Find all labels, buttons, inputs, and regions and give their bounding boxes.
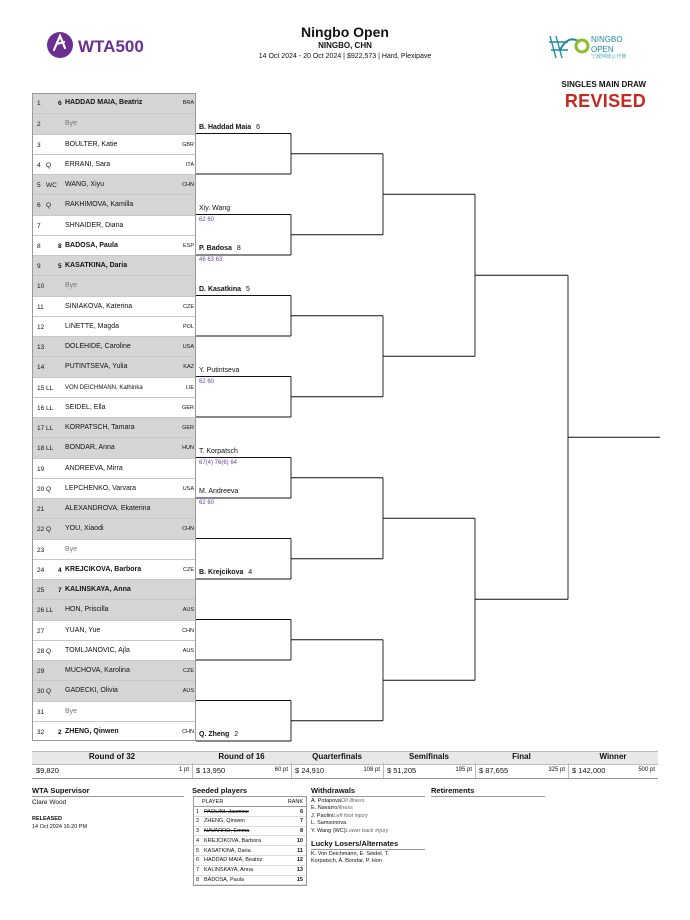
player-name: ZHENG, Qinwen	[65, 727, 119, 735]
entry-status: Q	[46, 688, 52, 696]
revised-label: REVISED	[564, 91, 646, 111]
player-name: MUCHOVA, Karolina	[65, 667, 130, 674]
draw-number: 15	[37, 384, 45, 392]
round16-seed: 8	[234, 245, 241, 252]
prize-divider	[291, 763, 292, 778]
seed-number: 4	[58, 566, 62, 574]
round16-winner	[199, 367, 239, 374]
draw-number: 3	[37, 141, 41, 149]
supervisor-name: Clare Wood	[32, 799, 67, 806]
seed-number: 8	[196, 877, 200, 884]
round16-name: B. Haddad Maia	[199, 123, 252, 131]
prize-divider	[192, 763, 193, 778]
lucky-losers-line2: Korpatsch, A. Bondar, P. Hon	[311, 858, 382, 864]
draw-entry	[32, 498, 196, 518]
withdrawal-name: J. Paolini	[311, 812, 334, 819]
withdrawal-entry	[311, 798, 365, 804]
prize-column	[192, 751, 291, 778]
seed-player: KALINSKAYA, Anna	[204, 867, 254, 874]
entry-status: Q	[46, 526, 52, 534]
seed-row	[194, 836, 306, 846]
seed-player: KREJCIKOVA, Barbora	[204, 837, 262, 844]
draw-entry	[32, 296, 196, 316]
round16-winner	[199, 731, 238, 738]
draw-number: 20	[37, 485, 45, 493]
country-code: CZE	[183, 303, 194, 310]
prize-money: $ 13,950	[196, 766, 226, 775]
entry-status: LL	[46, 445, 54, 453]
draw-number: 8	[37, 242, 41, 250]
seed-player: BADOSA, Paula	[204, 877, 245, 884]
draw-number: 12	[37, 323, 45, 331]
country-code: BRA	[182, 100, 194, 106]
prize-points: 500 pt	[638, 767, 655, 773]
draw-entry	[32, 559, 196, 579]
player-name: YOU, Xiaodi	[65, 525, 104, 533]
round16-name: D. Kasatkina	[199, 285, 242, 293]
round16-seed: 2	[232, 731, 239, 738]
match-score: 62 60	[199, 216, 215, 223]
prize-column	[568, 751, 658, 778]
draw-number: 22	[37, 526, 45, 534]
player-name: Bye	[65, 120, 78, 128]
seed-number: 5	[58, 263, 62, 270]
draw-entry	[32, 154, 196, 174]
draw-entry	[32, 599, 196, 619]
prize-column	[32, 751, 192, 778]
country-code: AUS	[182, 607, 194, 614]
prize-money: $ 142,000	[572, 766, 606, 775]
seed-number: 8	[58, 242, 62, 250]
player-name: SINIAKOVA, Katerina	[65, 302, 133, 310]
draw-number: 29	[37, 668, 45, 675]
round16-name: Xiy. Wang	[199, 204, 231, 212]
player-name: HADDAD MAIA, Beatriz	[65, 99, 143, 106]
entry-status: LL	[46, 384, 54, 392]
prize-money: $ 87,655	[479, 766, 509, 775]
retirements-rule	[431, 796, 545, 797]
player-name: SHNAIDER, Diana	[65, 221, 124, 229]
player-name: Bye	[65, 282, 78, 290]
prize-points: 325 pt	[548, 767, 565, 773]
seed-player: PAOLINI, Jasmine	[204, 808, 249, 815]
draw-number: 27	[37, 627, 45, 635]
entry-status: LL	[46, 404, 54, 412]
seed-rank: 10	[296, 837, 303, 844]
prize-round: Quarterfinals	[291, 751, 383, 765]
round16-name: T. Korpatsch	[199, 447, 238, 455]
round16-winner	[199, 569, 252, 576]
prize-points: 60 pt	[274, 767, 288, 773]
entry-status: LL	[46, 607, 54, 615]
draw-entry	[32, 518, 196, 538]
round16-winner	[199, 124, 260, 131]
draw-number: 24	[37, 566, 45, 574]
seed-col-player: PLAYER	[202, 799, 224, 805]
seed-player: NAVARRO, Emma	[204, 828, 250, 835]
draw-number: 23	[37, 546, 45, 554]
prize-divider	[383, 763, 384, 778]
lucky-losers-rule	[311, 849, 425, 850]
country-code: ITA	[185, 161, 194, 168]
player-name: BOULTER, Katie	[65, 140, 118, 148]
released-label: RELEASED	[32, 816, 62, 822]
seed-number: 4	[196, 837, 200, 844]
seed-number: 5	[196, 847, 200, 854]
draw-entry	[32, 660, 196, 680]
seed-number: 6	[196, 857, 200, 864]
withdrawal-name: E. Navarro	[311, 805, 338, 812]
draw-entry	[32, 194, 196, 214]
prize-points: 108 pt	[363, 767, 380, 773]
draw-number: 18	[37, 445, 45, 453]
seed-row	[194, 846, 306, 856]
withdrawal-name: L. Samsonova	[311, 820, 347, 827]
country-code: HUN	[182, 445, 194, 452]
country-code: GER	[182, 425, 194, 431]
seed-col-rank: RANK	[287, 799, 303, 805]
round16-seed: 6	[254, 123, 260, 131]
player-name: DOLEHIDE, Caroline	[65, 343, 131, 350]
withdrawals-rule	[311, 796, 425, 797]
draw-entry	[32, 417, 196, 437]
player-name: BADOSA, Paula	[65, 241, 118, 249]
draw-number: 21	[37, 506, 45, 513]
lucky-losers-line1: K. Von Deichmann, E. Seidel, T.	[311, 851, 389, 857]
svg-text:OPEN: OPEN	[591, 45, 614, 54]
seed-row	[194, 876, 306, 886]
prize-round: Round of 32	[32, 751, 192, 765]
withdrawal-entry	[311, 805, 353, 811]
player-name: HON, Priscilla	[65, 606, 109, 614]
svg-text:WTA500: WTA500	[78, 37, 144, 56]
draw-entry	[32, 680, 196, 700]
draw-entry	[32, 174, 196, 194]
draw-entry	[32, 316, 196, 336]
draw-entry	[32, 356, 196, 376]
entry-status: LL	[46, 425, 54, 432]
round16-winner	[199, 448, 238, 455]
draw-number: 16	[37, 404, 45, 412]
draw-number: 11	[37, 303, 44, 311]
player-name: GADECKI, Olivia	[65, 687, 118, 695]
withdrawal-entry	[311, 828, 388, 834]
player-name: ALEXANDROVA, Ekaterina	[65, 505, 151, 512]
prize-column	[291, 751, 383, 778]
player-name: SEIDEL, Ella	[65, 403, 106, 411]
country-code: CZE	[183, 668, 194, 674]
tournament-city: NINGBO, CHN	[318, 41, 372, 50]
seed-row	[194, 817, 306, 827]
withdrawal-reason: Oil illness	[340, 798, 365, 804]
prize-column	[475, 751, 568, 778]
event-logo-cn: 宁波网球公开赛	[591, 54, 627, 60]
entry-status: Q	[46, 161, 52, 169]
country-code: GER	[182, 404, 194, 411]
player-name: Bye	[65, 707, 78, 715]
svg-text:NINGBO: NINGBO	[591, 35, 623, 44]
player-name: VON DEICHMANN, Kathinka	[65, 384, 143, 391]
round16-seed: 4	[246, 569, 253, 576]
player-name: WANG, Xiyu	[65, 181, 105, 188]
seed-rank: 13	[296, 867, 303, 874]
prize-points: 1 pt	[178, 767, 189, 773]
seed-number: 1	[196, 808, 200, 815]
tournament-dates: 14 Oct 2024 - 20 Oct 2024 | $922,573 | Hard, Plexipave	[258, 53, 432, 60]
seed-row	[194, 866, 306, 876]
round16-name: P. Badosa	[199, 245, 232, 252]
entry-status: Q	[46, 485, 52, 493]
draw-entry	[32, 539, 196, 559]
draw-number: 30	[37, 688, 45, 696]
round16-winner	[199, 488, 238, 495]
entry-status: Q	[46, 647, 52, 655]
seed-number: 7	[196, 867, 200, 874]
seed-player: KASATKINA, Daria	[204, 847, 251, 854]
draw-entry	[32, 113, 196, 133]
draw-number: 7	[37, 222, 41, 230]
withdrawal-reason: Left foot injury	[333, 812, 368, 819]
draw-list	[32, 93, 196, 741]
match-score: 46 63 63	[199, 257, 223, 263]
country-code: AUS	[182, 688, 194, 695]
draw-entry	[32, 93, 196, 113]
supervisor-rule	[32, 796, 184, 797]
seed-rank: 6	[299, 808, 303, 815]
draw-number: 25	[37, 587, 45, 594]
seed-rank: 11	[297, 847, 303, 854]
withdrawal-name: Y. Wang (WC)	[311, 827, 346, 834]
prize-round: Round of 16	[192, 751, 291, 765]
draw-number: 9	[37, 263, 41, 270]
country-code: USA	[182, 485, 194, 492]
player-name: LINETTE, Magda	[65, 322, 120, 330]
draw-entry	[32, 620, 196, 640]
seed-number: 6	[58, 100, 62, 107]
withdrawal-reason: Illness	[337, 805, 353, 812]
draw-number: 14	[37, 364, 45, 372]
draw-entry	[32, 701, 196, 721]
draw-number: 5	[37, 182, 41, 189]
prize-money: $ 51,205	[387, 766, 417, 775]
draw-entry	[32, 377, 196, 397]
draw-entry	[32, 215, 196, 235]
country-code: CHN	[182, 627, 194, 634]
seed-row	[194, 807, 306, 817]
draw-entry	[32, 275, 196, 295]
entry-status: Q	[46, 202, 52, 210]
draw-entry	[32, 255, 196, 275]
prize-bottom-line	[32, 778, 658, 779]
country-code: AUS	[182, 647, 194, 654]
country-code: KAZ	[183, 364, 194, 371]
seed-player: HADDAD MAIA, Beatriz	[204, 857, 263, 864]
prize-divider	[475, 763, 476, 778]
prize-divider	[568, 763, 569, 778]
round16-winner	[199, 205, 230, 212]
player-name: PUTINTSEVA, Yulia	[65, 363, 128, 371]
seed-rank: 7	[299, 818, 303, 825]
withdrawals-label: Withdrawals	[311, 786, 356, 795]
draw-number: 31	[37, 708, 45, 716]
match-score: 62 60	[199, 500, 215, 506]
seed-row	[194, 827, 306, 837]
draw-entry	[32, 640, 196, 660]
seed-rank: 12	[296, 857, 303, 864]
draw-entry	[32, 458, 196, 478]
withdrawal-name: A. Potapova	[311, 798, 341, 804]
round16-winner	[199, 286, 250, 293]
supervisor-label: WTA Supervisor	[32, 786, 90, 795]
draw-number: 13	[37, 344, 45, 351]
draw-entry	[32, 437, 196, 457]
prize-money: $9,820	[36, 766, 59, 775]
country-code: GBR	[182, 141, 194, 148]
draw-entry	[32, 397, 196, 417]
draw-number: 6	[37, 202, 41, 210]
player-name: Bye	[65, 545, 78, 553]
player-name: KREJCIKOVA, Barbora	[65, 565, 142, 573]
prize-round: Winner	[568, 751, 658, 765]
round16-name: Y. Putintseva	[199, 366, 240, 374]
prize-money: $ 24,910	[295, 766, 325, 775]
match-score: 62 60	[199, 378, 215, 385]
draw-entry	[32, 235, 196, 255]
draw-entry	[32, 336, 196, 356]
round16-name: Q. Zheng	[199, 731, 230, 738]
prize-money-table	[32, 751, 658, 778]
draw-number: 26	[37, 607, 45, 615]
player-name: BONDAR, Anna	[65, 444, 115, 452]
player-name: KALINSKAYA, Anna	[65, 586, 131, 593]
draw-number: 28	[37, 647, 45, 655]
draw-label: SINGLES MAIN DRAW	[561, 80, 646, 89]
withdrawal-entry	[311, 820, 346, 826]
country-code: CHN	[182, 526, 194, 533]
player-name: LEPCHENKO, Varvara	[65, 484, 137, 492]
draw-number: 19	[37, 465, 45, 473]
lucky-losers-label: Lucky Losers/Alternates	[311, 839, 399, 848]
draw-number: 10	[37, 283, 45, 291]
country-code: USA	[182, 344, 194, 350]
draw-number: 1	[37, 100, 41, 107]
seed-number: 3	[196, 828, 200, 835]
player-name: KASATKINA, Daria	[65, 262, 128, 269]
withdrawal-entry	[311, 813, 368, 819]
match-score: 67(4) 76(6) 64	[199, 459, 238, 466]
seed-number: 2	[58, 728, 62, 736]
seed-rank: 15	[296, 877, 303, 884]
round16-name: B. Krejcikova	[199, 569, 244, 576]
retirements-label: Retirements	[431, 786, 475, 795]
released-time: 14 Oct 2024 16:20 PM	[32, 824, 88, 830]
country-code: CZE	[183, 566, 194, 573]
draw-number: 32	[37, 728, 45, 736]
tournament-title: Ningbo Open	[301, 24, 389, 40]
player-name: ERRANI, Sara	[65, 160, 111, 168]
prize-round: Semifinals	[383, 751, 475, 765]
seed-number: 7	[58, 587, 62, 594]
player-name: YUAN, Yue	[65, 626, 101, 634]
country-code: ESP	[182, 242, 194, 249]
player-name: TOMLJANOVIC, Ajla	[65, 646, 130, 654]
entry-status: WC	[46, 182, 57, 189]
country-code: CHN	[182, 728, 194, 735]
draw-number: 17	[37, 425, 45, 432]
player-name: KORPATSCH, Tamara	[65, 424, 135, 431]
seed-table	[193, 796, 307, 886]
seed-table-header	[194, 797, 306, 807]
seed-rank: 8	[299, 828, 303, 835]
prize-column	[383, 751, 475, 778]
player-name: ANDREEVA, Mirra	[65, 464, 123, 472]
ningbo-open-logo	[546, 28, 656, 68]
seed-row	[194, 856, 306, 866]
draw-number: 2	[37, 121, 41, 129]
prize-round: Final	[475, 751, 568, 765]
prize-points: 195 pt	[455, 767, 472, 773]
withdrawal-reason: Lower back injury	[345, 827, 389, 834]
country-code: CHN	[182, 182, 194, 188]
round16-seed: 5	[244, 285, 250, 293]
draw-entry	[32, 478, 196, 498]
round16-winner	[199, 245, 241, 252]
country-code: LIE	[185, 384, 194, 391]
draw-entry	[32, 579, 196, 599]
player-name: RAKHIMOVA, Kamilla	[65, 201, 134, 209]
seed-number: 2	[196, 818, 200, 825]
round16-name: M. Andreeva	[199, 488, 239, 495]
seed-player: ZHENG, Qinwen	[204, 818, 245, 825]
draw-entry	[32, 134, 196, 154]
draw-number: 4	[37, 161, 41, 169]
country-code: POL	[182, 323, 194, 330]
draw-entry	[32, 721, 196, 741]
seeded-label: Seeded players	[192, 786, 248, 795]
